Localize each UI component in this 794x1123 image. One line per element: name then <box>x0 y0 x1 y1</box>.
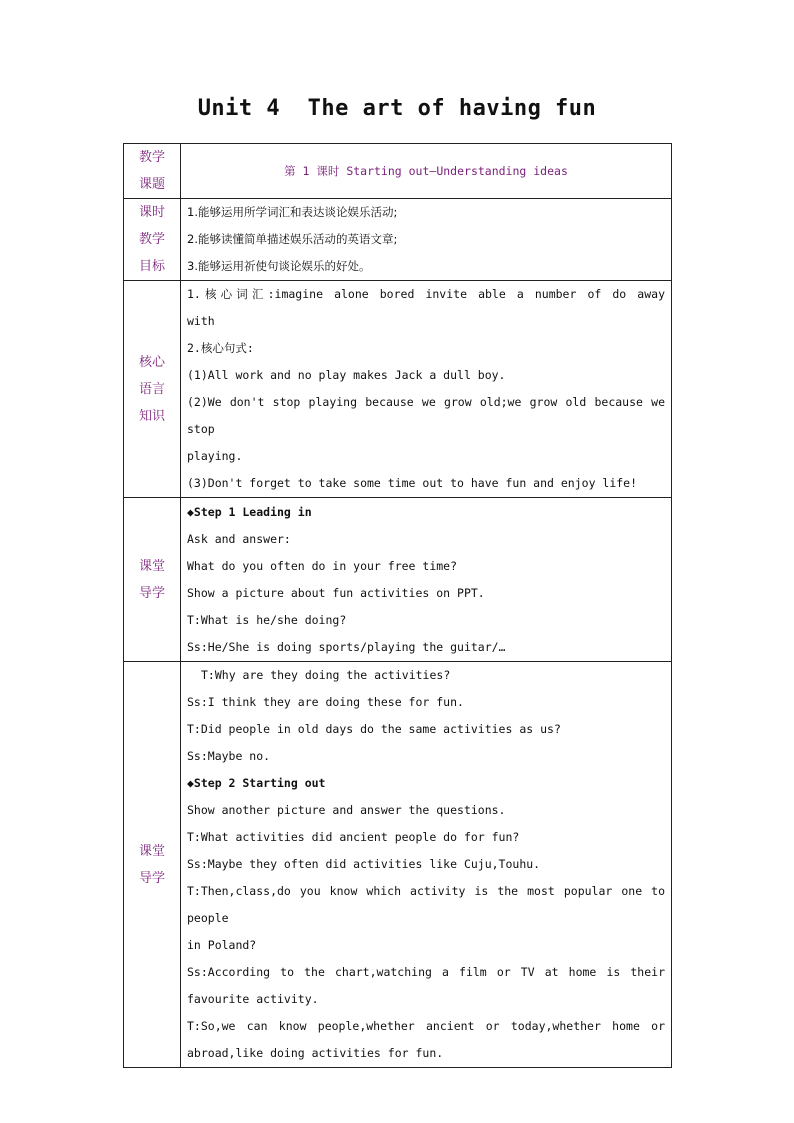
guide-line: Show a picture about fun activities on PPT. <box>187 585 485 600</box>
label-line: 课堂 <box>138 558 165 574</box>
objective-line: 3.能够运用祈使句谈论娱乐的好处。 <box>187 259 371 273</box>
guide-label-1 <box>124 498 181 662</box>
step-1-heading: ◆Step 1 Leading in <box>187 504 312 519</box>
objectives-content <box>181 199 672 281</box>
label-line: 课堂 <box>138 843 165 859</box>
topic-label <box>124 144 181 199</box>
label-line: 导学 <box>138 870 165 886</box>
guide-row-1 <box>124 498 672 662</box>
pattern-line: (2)We don't stop playing because we grow old;we grow old because we stop <box>187 395 665 436</box>
guide-line: T:Did people in old days do the same activities as us? <box>187 722 561 736</box>
objective-line: 2.能够读懂简单描述娱乐活动的英语文章; <box>187 232 398 246</box>
label-line: 语言 <box>138 381 165 397</box>
core-language-content <box>181 281 672 498</box>
vocab-line-cont: with <box>187 314 215 328</box>
lesson-plan-table <box>123 143 672 1068</box>
guide-line: T:Why are they doing the activities? <box>201 668 451 682</box>
guide-line: Ss:According to the chart,watching a film or TV at home is their <box>187 965 665 979</box>
guide-line: T:What activities did ancient people do for fun? <box>187 830 520 844</box>
guide-line: T:What is he/she doing? <box>187 612 347 627</box>
guide-line: T:So,we can know people,whether ancient or today,whether home or <box>187 1019 665 1033</box>
step-2-heading: ◆Step 2 Starting out <box>187 776 326 790</box>
core-language-row <box>124 281 672 498</box>
pattern-heading: 2.核心句式: <box>187 341 254 355</box>
guide-line-cont: favourite activity. <box>187 992 319 1006</box>
guide-content-2 <box>181 662 672 1068</box>
guide-line: Ss:Maybe they often did activities like Cuju,Touhu. <box>187 857 541 871</box>
label-line: 知识 <box>138 408 165 424</box>
guide-line: T:Then,class,do you know which activity is the most popular one to people <box>187 884 665 925</box>
pattern-line-cont: playing. <box>187 449 243 463</box>
topic-row <box>124 144 672 199</box>
page-title: Unit 4 The art of having fun <box>197 96 597 121</box>
objective-line: 1.能够运用所学词汇和表达谈论娱乐活动; <box>187 205 398 219</box>
pattern-line: (3)Don't forget to take some time out to have fun and enjoy life! <box>187 476 638 490</box>
topic-value: 第 1 课时 Starting out—Understanding ideas <box>181 144 672 199</box>
label-line: 目标 <box>138 259 165 274</box>
vocab-line: 1.核心词汇:imagine alone bored invite able a number of do away <box>187 287 665 301</box>
guide-line-cont: in Poland? <box>187 938 257 952</box>
guide-line: What do you often do in your free time? <box>187 558 458 573</box>
objectives-label <box>124 199 181 281</box>
pattern-line: (1)All work and no play makes Jack a dull boy. <box>187 368 506 382</box>
guide-line: Ss:He/She is doing sports/playing the guitar/… <box>187 639 506 654</box>
label-line: 教学 <box>138 150 165 165</box>
core-language-label <box>124 281 181 498</box>
guide-line: Show another picture and answer the questions. <box>187 803 506 817</box>
guide-line-cont: abroad,like doing activities for fun. <box>187 1046 444 1060</box>
label-line: 课题 <box>138 177 165 192</box>
guide-line: Ss:Maybe no. <box>187 749 271 763</box>
guide-line: Ss:I think they are doing these for fun. <box>187 695 464 709</box>
label-line: 课时 <box>138 205 165 220</box>
guide-line: Ask and answer: <box>187 531 291 546</box>
label-line: 教学 <box>138 232 165 247</box>
objectives-row <box>124 199 672 281</box>
guide-content-1 <box>181 498 672 662</box>
guide-label-2 <box>124 662 181 1068</box>
guide-row-2 <box>124 662 672 1068</box>
label-line: 核心 <box>138 354 165 370</box>
label-line: 导学 <box>138 585 165 601</box>
